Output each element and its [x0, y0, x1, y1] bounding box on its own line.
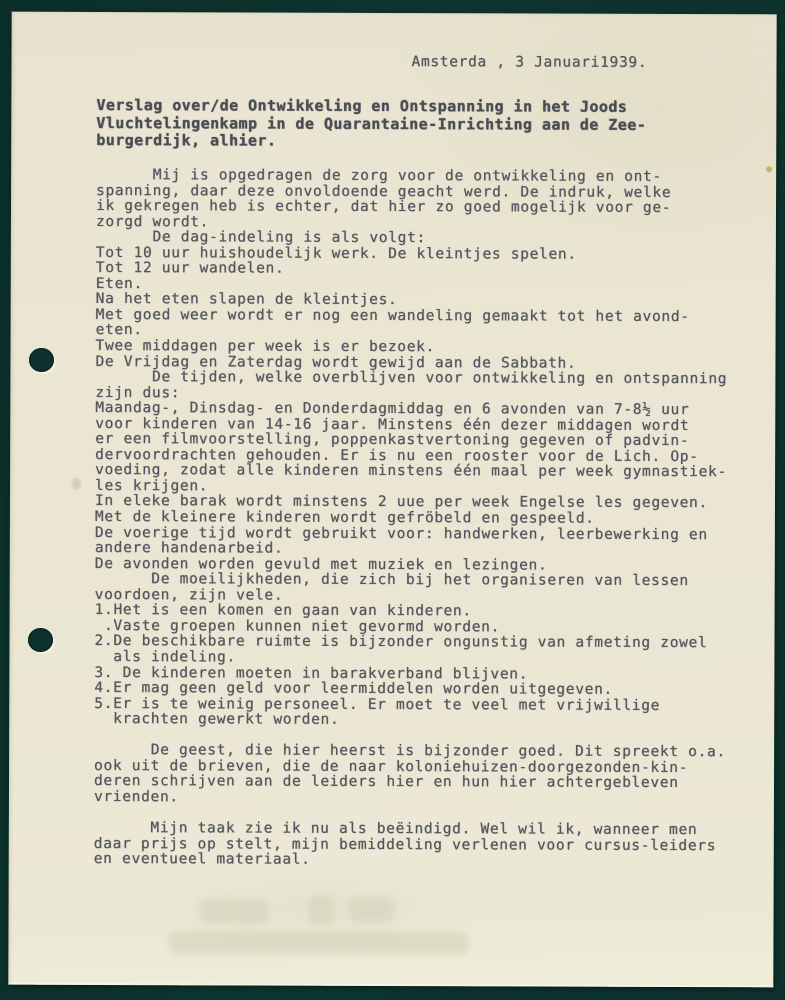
body-line: daar prijs op stelt, mijn bemiddeling verlenen voor cursus-leiders [93, 835, 717, 854]
paper-speck [72, 478, 81, 490]
title-line: Vluchtelingenkamp in de Quarantaine-Inrichting aan de Zee- [96, 113, 647, 134]
body-line: andere handenarbeid. [94, 540, 284, 557]
body-line: De Vrijdag en Zaterdag wordt gewijd aan de Sabbath. [95, 353, 577, 372]
body-line: voeding, zodat alle kinderen minstens één maal per week gymnastiek- [95, 462, 727, 481]
punch-hole-bottom [28, 628, 53, 652]
body-line: dervoordrachten gehouden. Er is nu een rooster voor de Lich. Op- [95, 446, 699, 465]
body-line: Maandag-, Dinsdag- en Donderdagmiddag en 6 avonden van 7-8½ uur [95, 400, 690, 419]
bleed-through-stamp [138, 890, 508, 963]
body-line: Mijn taak zie ik nu als beëindigd. Wel wil ik, wanneer men [93, 819, 698, 839]
body-line: eten. [95, 322, 143, 339]
body-line: 1.Het is een komen en gaan van kinderen. [94, 602, 472, 620]
document-page [8, 12, 776, 988]
bleed-smudge [309, 895, 335, 925]
body-line: 2.De beschikbare ruimte is bijzonder ongunstig van afmeting zowel [94, 633, 708, 652]
body-line: er een filmvoorstelling, poppenkastvertoning gegeven of padvin- [95, 431, 690, 450]
body-line: ook uit de brieven, die de naar koloniehuizen-doorgezonden-kin- [94, 757, 689, 776]
title-line: Verslag over/de Ontwikkeling en Ontspanning in het Joods [96, 95, 628, 116]
body-line: voordoen, zijn vele. [94, 586, 284, 604]
body-line: 3. De kinderen moeten in barakverband blijven. [94, 664, 529, 682]
body-line: zijn dus: [95, 384, 181, 401]
punch-hole-top [29, 348, 54, 372]
body-line: Tot 12 uur wandelen. [95, 260, 285, 277]
document-title [96, 96, 646, 151]
body-line: Met de kleinere kinderen wordt gefröbeld en gespeeld. [94, 508, 595, 527]
body-line: Eten. [95, 275, 143, 292]
bleed-smudge [199, 898, 269, 924]
paper-speck [766, 166, 772, 172]
body-line: ik gekregen heb is echter, dat hier zo goed mogelijk voor ge- [95, 198, 672, 217]
body-line: zorgd wordt. [95, 213, 210, 230]
body-line: Na het eten slapen de kleintjes. [95, 291, 398, 309]
body-line: Mij is opgedragen de zorg voor de ontwikkeling en ont- [96, 166, 662, 185]
body-line: Met goed weer wordt er nog een wandeling gemaakt tot het avond- [95, 306, 690, 325]
body-line: deren schrijven aan de leiders hier en hun hier achtergebleven [93, 773, 679, 792]
title-line: burgerdijk, alhier. [96, 131, 277, 150]
body-line: 5.Er is te weinig personeel. Er moet te veel met vrijwillige [94, 695, 661, 714]
body-line: De dag-indeling is als volgt: [95, 229, 426, 247]
body-line: als indeling. [94, 648, 236, 666]
body-line: De voerige tijd wordt gebruikt voor: handwerken, leerbewerking en [94, 524, 708, 543]
body-line: Twee middagen per week is er bezoek. [95, 337, 436, 356]
body-line: De avonden worden gevuld met muziek en lezingen. [94, 555, 548, 574]
body-line: In eleke barak wordt minstens 2 uue per week Engelse les gegeven. [94, 493, 708, 512]
body-line: De tijden, welke overblijven voor ontwikkeling en ontspanning [95, 369, 728, 388]
document-body [94, 167, 728, 869]
date-line: Amsterda , 3 Januari1939. [411, 54, 648, 71]
body-line: 4.Er mag geen geld voor leermiddelen worden uitgegeven. [94, 680, 614, 698]
body-line: Tot 10 uur huishoudelijk werk. De kleintjes spelen. [95, 244, 577, 263]
body-line: krachten gewerkt worden. [94, 711, 340, 728]
bleed-smudge [168, 930, 468, 955]
body-line: .Vaste groepen kunnen niet gevormd worden. [94, 617, 501, 636]
body-line: De moeilijkheden, die zich bij het organiseren van lessen [94, 571, 689, 590]
body-line: vrienden. [93, 788, 179, 806]
body-line: les krijgen. [95, 477, 209, 495]
body-line: De geest, die hier heerst is bijzonder goed. Dit spreekt o.a. [94, 742, 726, 761]
bleed-smudge [349, 897, 395, 923]
body-line: spanning, daar deze onvoldoende geacht werd. De indruk, welke [96, 182, 672, 201]
body-line: voor kinderen van 14-16 jaar. Minstens één dezer middagen wordt [95, 415, 690, 434]
body-line: en eventueel materiaal. [93, 851, 311, 868]
